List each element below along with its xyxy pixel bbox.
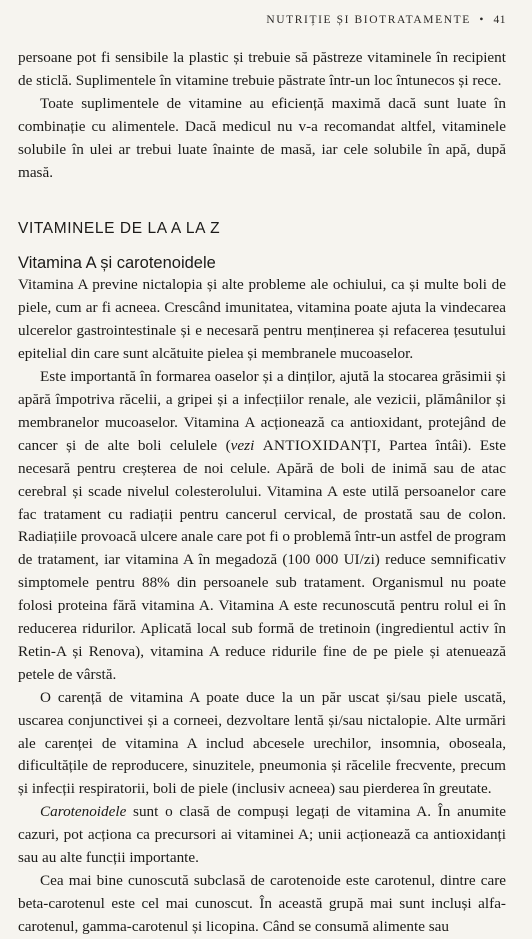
running-header xyxy=(266,14,506,26)
page-number: 41 xyxy=(493,14,506,26)
carotenoids-term: Carotenoidele xyxy=(40,803,127,821)
body-paragraph-5: Cea mai bine cunoscută subclasă de carotenoide este carotenul, dintre care beta-carotenul este cel mai cunoscut. În această grupă mai sunt incluși alfa-carotenul, gamma-carotenul și licopina. Când se consumă alimente sau xyxy=(18,872,506,935)
intro-paragraph-2: Toate suplimentele de vitamine au eficiență maximă dacă sunt luate în combinație cu alimentele. Dacă medicul nu v-a recomandat altfel, vitaminele solubile în ulei ar trebui luate înainte de masă, iar cele solubile în apă, după masă. xyxy=(18,94,506,181)
body-paragraph-1: Vitamina A previne nictalopia și alte probleme ale ochiului, ca și multe boli de piele, cum ar fi acneea. Crescând imunitatea, vitamina poate ajuta la vindecarea ulcerelor gastrointestinale și e necesară pentru menținerea și refacerea țesutului epitelial din care sunt alcătuite pielea și membranele mucoaselor. xyxy=(18,276,506,363)
running-title: NUTRIȚIE ȘI BIOTRATAMENTE xyxy=(266,14,471,26)
header-separator: • xyxy=(479,14,486,26)
body-paragraph-2 xyxy=(18,366,506,687)
cross-reference-term: ANTIOXIDANȚI xyxy=(262,436,377,454)
body-paragraph-4 xyxy=(18,801,506,870)
paragraph-2-text-a: Este importantă în formarea oaselor și a dinților, ajută la stocarea grăsimii și apără împotriva răcelii, a gripei și a infecțiilor renale, ale vezicii, plămânilor și membranelor mucoaselor. Vitamina A acționează ca antioxidant, protejând de cancer și de alte boli celulele ( xyxy=(18,368,506,454)
paragraph-2-text-b: , Partea întâi). Este necesară pentru creșterea de noi celule. Apără de boli de inimă sau de atac cerebral și scade nivelul colesterolului. Vitamina A este utilă persoanelor care fac tratament cu radiații pentru cancerul cervical, de prostată sau de colon. Radiațiile provoacă ulcere anale care pot fi o problemă într-un astfel de program de tratament, iar vitamina A în megadoză (100 000 UI/zi) reduce semnificativ simptomele pentru 88% din persoanele sub tratament. Organismul nu poate folosi proteina fără vitamina A. Vitamina A este recunoscută pentru rolul ei în reducerea ridurilor. Aplicată local sub formă de tretinoin (ingredientul activ în Retin-A și Renova), vitamina A reduce ridurile fine de pe piele și atenuează petele de vârstă. xyxy=(18,436,507,683)
section-heading: VITAMINELE DE LA A LA Z xyxy=(18,220,221,238)
subsection-heading: Vitamina A și carotenoidele xyxy=(18,254,216,273)
paragraph-4-text: sunt o clasă de compuși legați de vitamina A. În anumite cazuri, pot acționa ca precursori ai vitaminei A; unii acționează ca antioxidanți sau au alte funcții importante. xyxy=(18,803,506,867)
body-paragraph-3: O carență de vitamina A poate duce la un păr uscat și/sau piele uscată, uscarea conjunctivei și a corneei, dezvoltare lentă și/sau nictalopie. Alte urmări ale carenței de vitamina A includ abcesele urechilor, insomnia, oboseala, dificultățile de reproducere, sinuzitele, pneumonia și răcelile frecvente, precum și infecții respiratorii, boli de piele (inclusiv acneea) sau pierderea în greutate. xyxy=(18,688,506,798)
cross-reference-see: vezi xyxy=(230,436,255,454)
intro-paragraph-1: persoane pot fi sensibile la plastic și trebuie să păstreze vitaminele în recipient de sticlă. Suplimentele în vitamine trebuie păstrate într-un loc întunecos și rece. xyxy=(18,49,506,89)
page-content xyxy=(18,47,506,939)
